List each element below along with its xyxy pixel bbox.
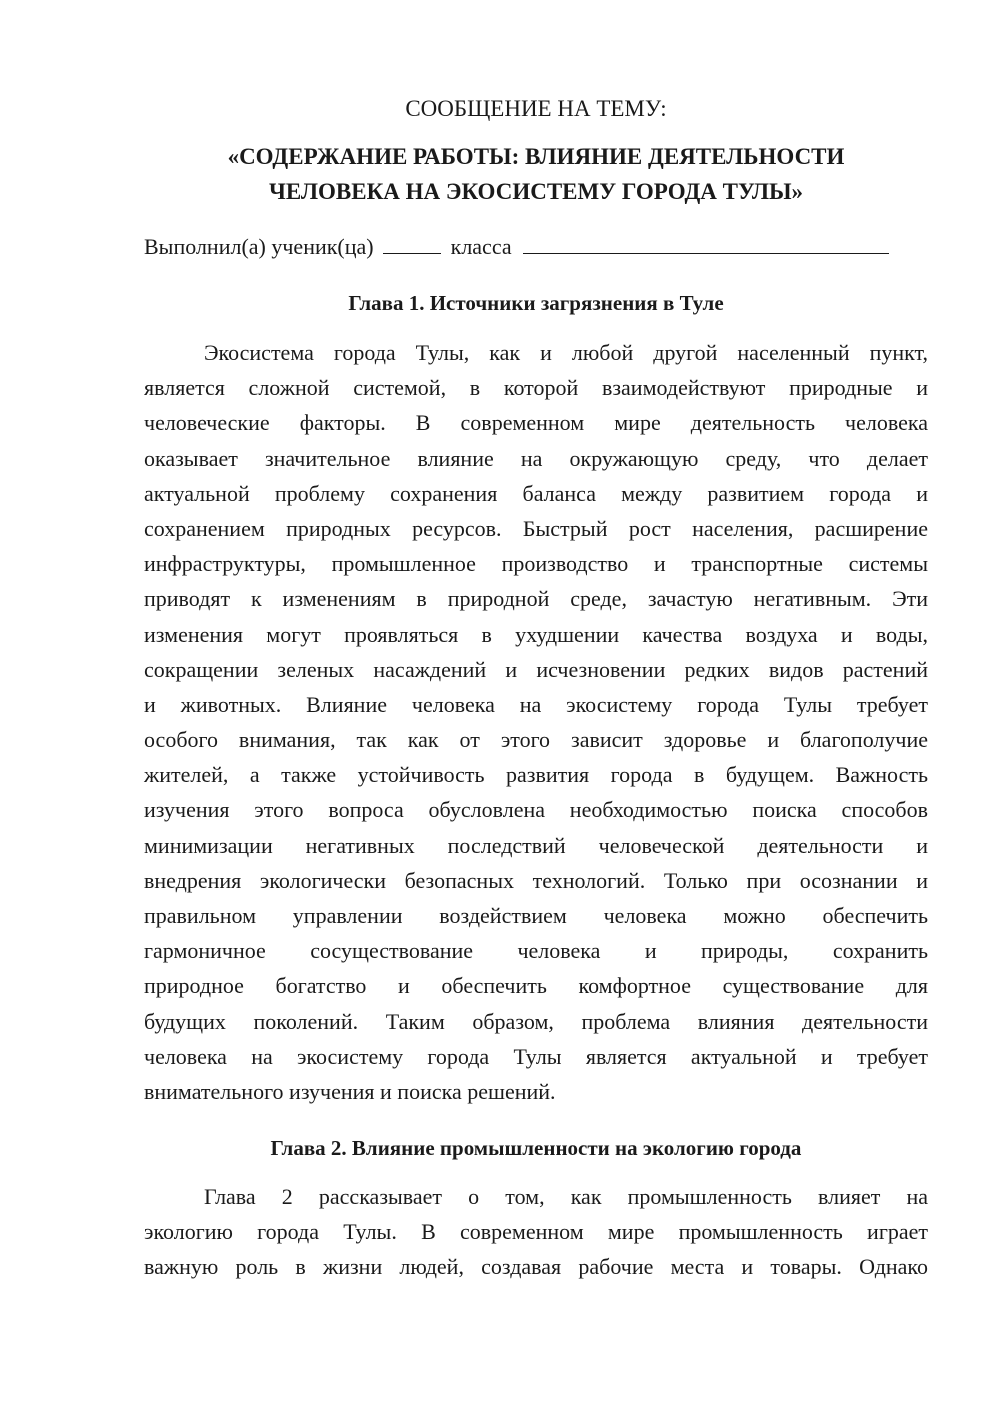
paragraph-line: человеческие факторы. В современном мире деятельность человека <box>144 410 928 436</box>
paragraph-line: будущих поколений. Таким образом, проблема влияния деятельности <box>144 1008 928 1034</box>
chapter-2-paragraph <box>144 1179 928 1285</box>
paragraph-line: и животных. Влияние человека на экосистему города Тулы требует <box>144 691 928 717</box>
paragraph-line: экологию города Тулы. В современном мире промышленность играет <box>144 1219 928 1245</box>
paragraph-line: является сложной системой, в которой взаимодействуют природные и <box>144 375 928 401</box>
paragraph-line: Глава 2 рассказывает о том, как промышленность влияет на <box>204 1184 928 1209</box>
paragraph-line: сокращении зеленых насаждений и исчезновении редких видов растений <box>144 656 928 682</box>
paragraph-line: жителей, а также устойчивость развития города в будущем. Важность <box>144 762 928 788</box>
author-line <box>144 232 928 262</box>
paragraph-line: гармоничное сосуществование человека и природы, сохранить <box>144 938 928 964</box>
document-subtitle: СООБЩЕНИЕ НА ТЕМУ: <box>405 96 667 121</box>
paragraph-line: человека на экосистему города Тулы является актуальной и требует <box>144 1043 928 1069</box>
paragraph-line: особого внимания, так как от этого зависит здоровье и благополучие <box>144 727 928 753</box>
paragraph-line: природное богатство и обеспечить комфортное существование для <box>144 973 928 999</box>
chapter-1-paragraph <box>144 335 928 1109</box>
paragraph-line: сохранением природных ресурсов. Быстрый рост населения, расширение <box>144 515 928 541</box>
paragraph-line: актуальной проблему сохранения баланса между развитием города и <box>144 480 928 506</box>
paragraph-line: внимательного изучения и поиска решений. <box>144 1078 556 1104</box>
paragraph-line: важную роль в жизни людей, создавая рабочие места и товары. Однако <box>144 1254 928 1280</box>
paragraph-line: изменения могут проявляться в ухудшении качества воздуха и воды, <box>144 621 928 647</box>
chapter-2-heading: Глава 2. Влияние промышленности на экологию города <box>270 1136 802 1160</box>
paragraph-line: оказывает значительное влияние на окружающую среду, что делает <box>144 445 928 471</box>
grade-blank-field[interactable] <box>383 233 441 254</box>
class-label: класса <box>450 234 512 259</box>
paragraph-line: правильном управлении воздействием человека можно обеспечить <box>144 903 928 928</box>
document-title-line-2: ЧЕЛОВЕКА НА ЭКОСИСТЕМУ ГОРОДА ТУЛЫ» <box>268 179 804 204</box>
paragraph-line: приводят к изменениям в природной среде, зачастую негативным. Эти <box>144 586 928 612</box>
paragraph-line: Экосистема города Тулы, как и любой другой населенный пункт, <box>204 340 928 365</box>
paragraph-line: изучения этого вопроса обусловлена необходимостью поиска способов <box>144 797 928 823</box>
name-blank-field[interactable] <box>523 233 889 254</box>
chapter-1-heading: Глава 1. Источники загрязнения в Туле <box>348 291 724 315</box>
paragraph-line: инфраструктуры, промышленное производство и транспортные системы <box>144 551 928 577</box>
performed-by-label: Выполнил(а) ученик(ца) <box>144 234 374 259</box>
paragraph-line: минимизации негативных последствий человеческой деятельности и <box>144 832 928 858</box>
document-title-line-1: «СОДЕРЖАНИЕ РАБОТЫ: ВЛИЯНИЕ ДЕЯТЕЛЬНОСТИ <box>227 144 845 169</box>
paragraph-line: внедрения экологически безопасных технологий. Только при осознании и <box>144 867 928 893</box>
